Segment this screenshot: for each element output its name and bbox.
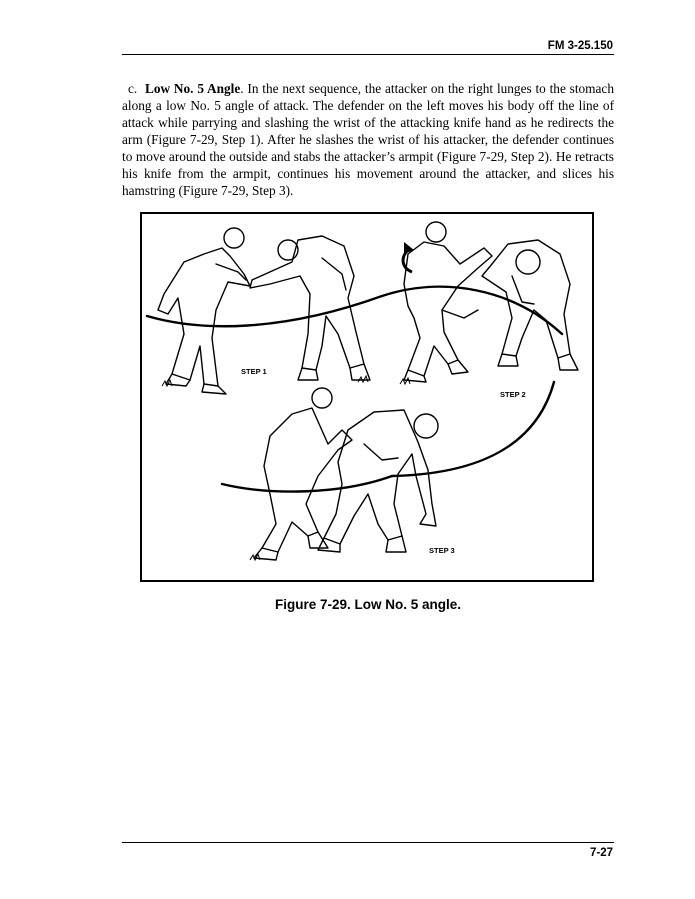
page-number: 7-27 [589, 847, 613, 859]
paragraph-low-no5-angle [122, 80, 614, 199]
header-rule [122, 54, 614, 55]
paragraph-letter: c. [128, 81, 138, 96]
step-1-label: STEP 1 [241, 367, 267, 376]
figure-caption: Figure 7-29. Low No. 5 angle. [274, 597, 462, 612]
step-2-label: STEP 2 [500, 390, 526, 399]
paragraph-text: . In the next sequence, the attacker on the right lunges to the stomach along a low No. 5 angle of attack. The defender on the left moves his body off the line of attack while parrying and slashing the wrist of the attacking knife hand as he redirects the arm (Figure 7-29, Step 1). After he slashes the wrist of his attacker, the defender continues to move around the outside and stabs the attacker’s armpit (Figure 7-29, Step 2). He retracts his knife from the armpit, continues his movement around the attacker, and slices his hamstring (Figure 7-29, Step 3). [122, 81, 614, 198]
footer-rule [122, 842, 614, 843]
document-id: FM 3-25.150 [547, 40, 613, 52]
figure-illustration [140, 212, 594, 582]
step-3-label: STEP 3 [429, 546, 455, 555]
paragraph-heading: Low No. 5 Angle [145, 81, 241, 96]
